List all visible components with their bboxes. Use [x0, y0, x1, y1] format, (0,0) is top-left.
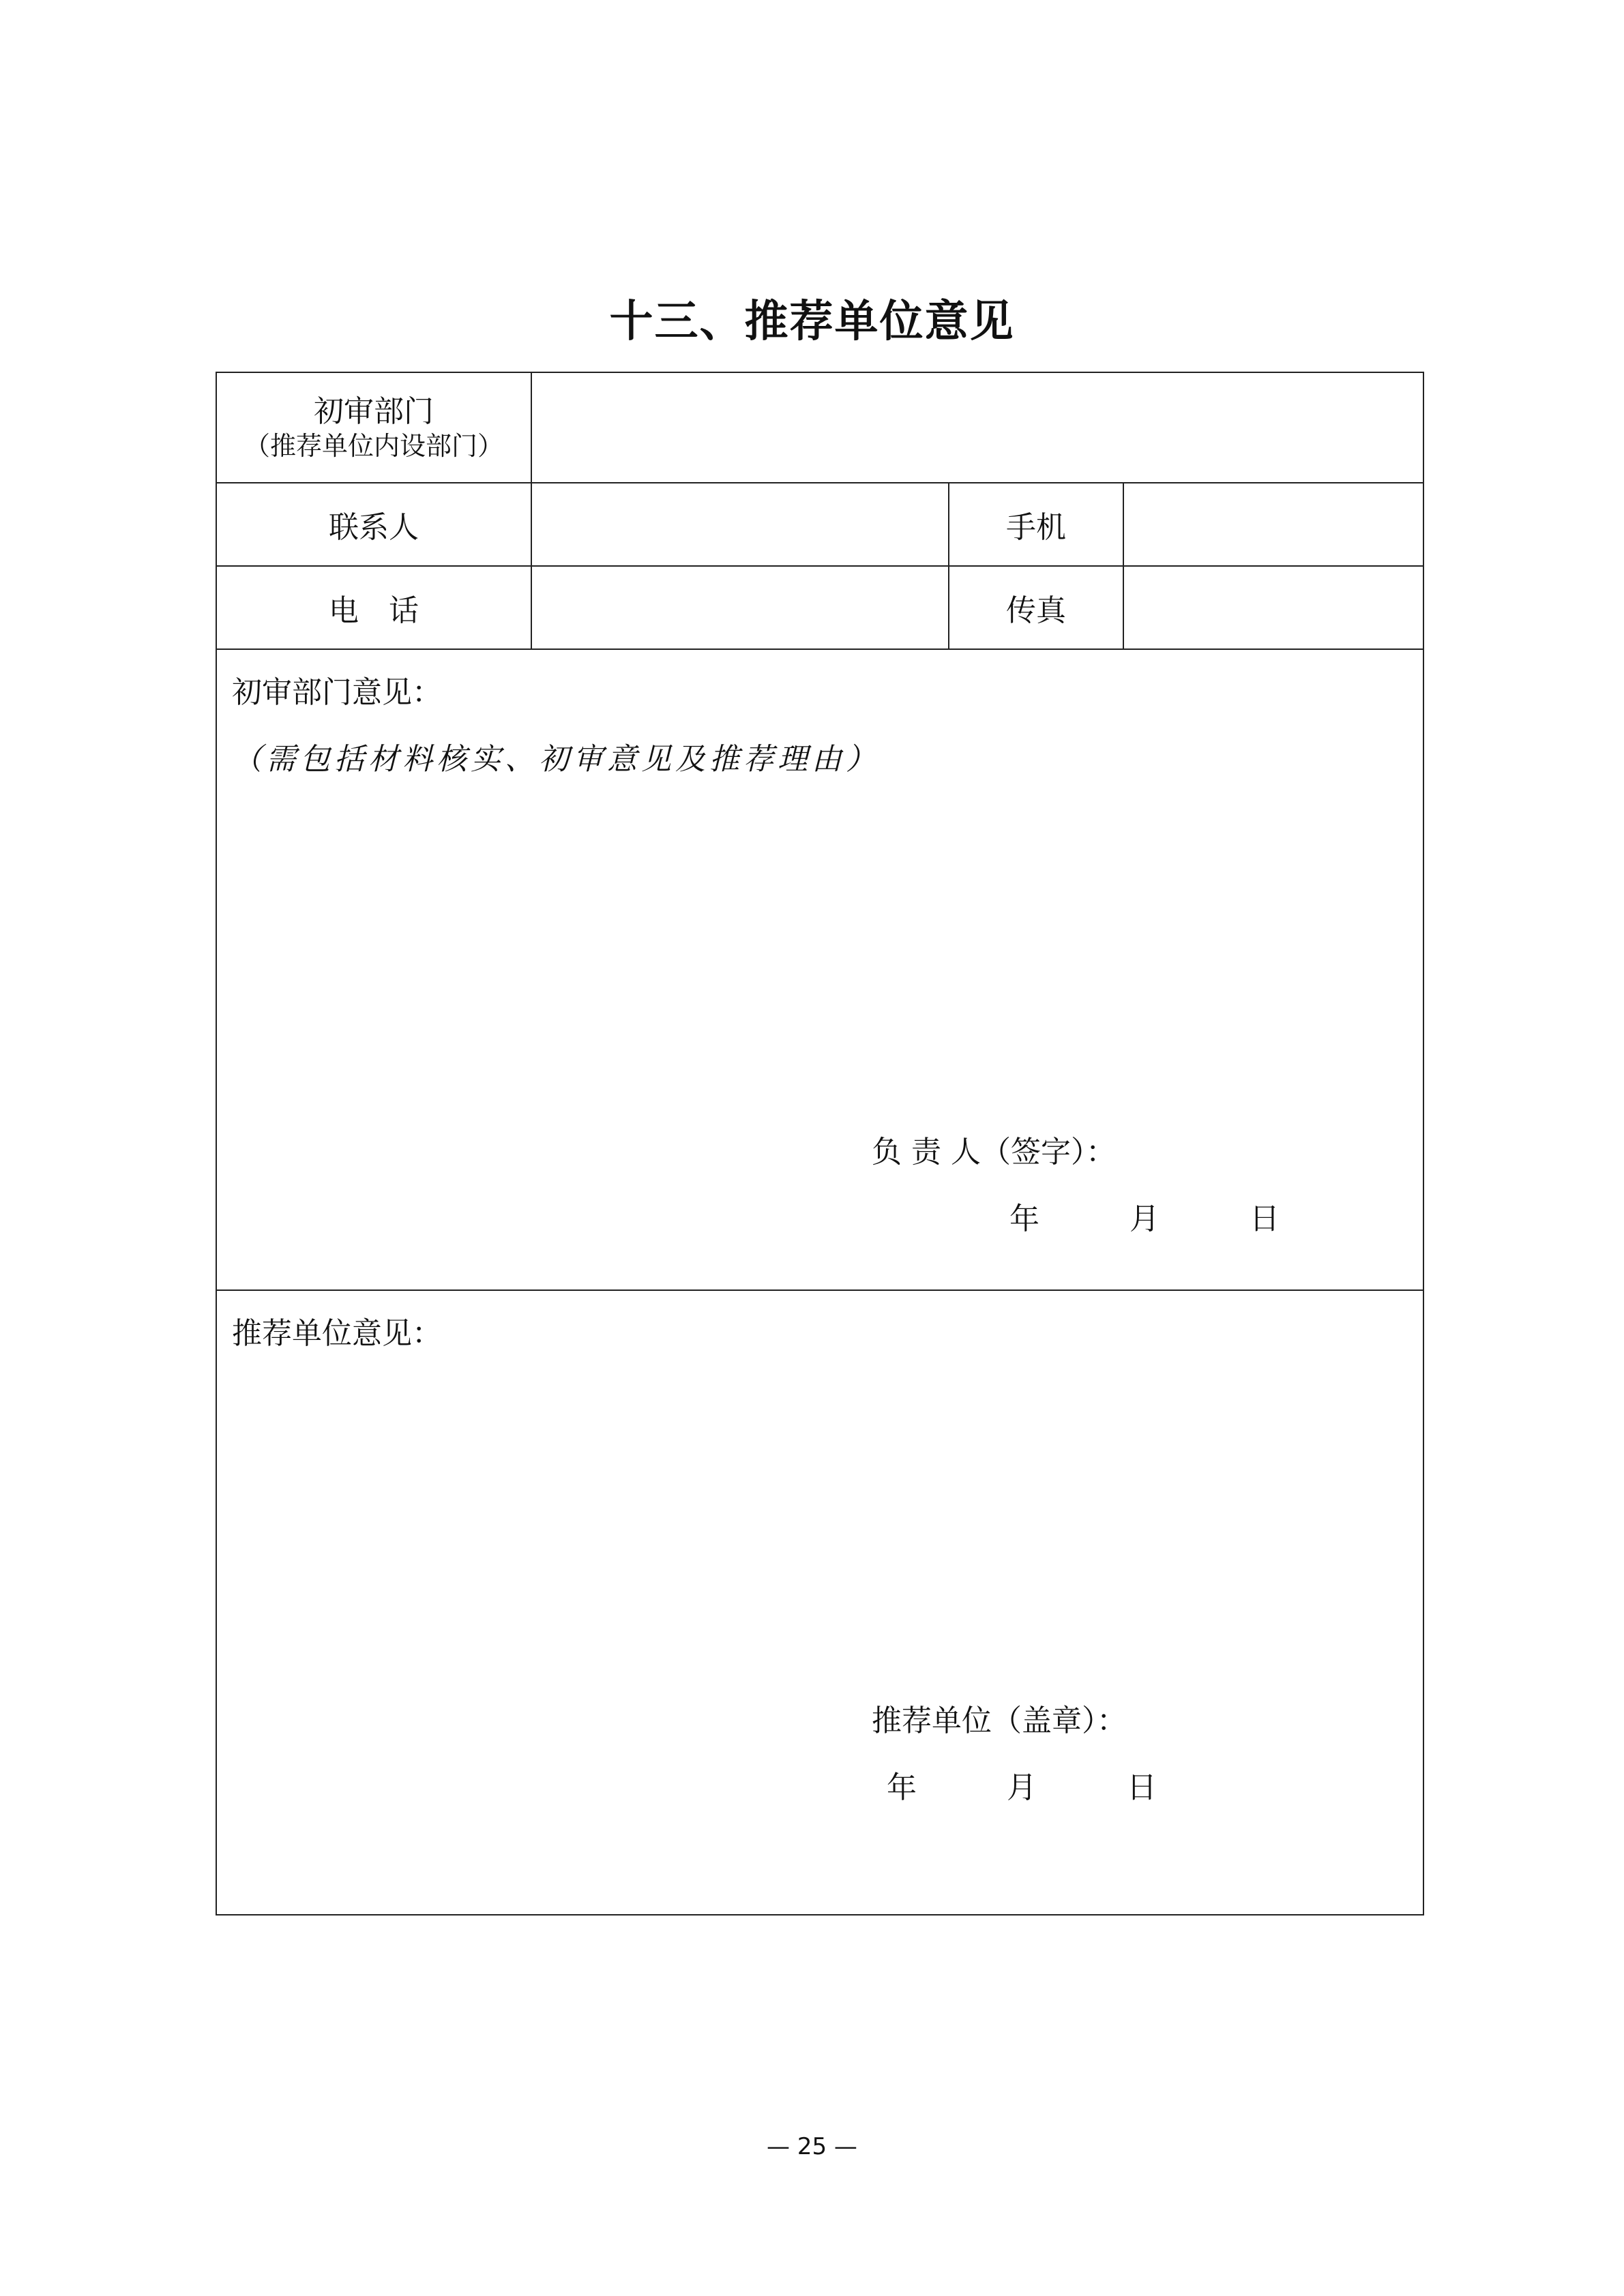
- fax-value-field[interactable]: [1124, 567, 1424, 650]
- dept-label: 初审部门: [314, 393, 434, 429]
- mobile-label-cell: [949, 483, 1124, 567]
- review-opinion-heading: 初审部门意见：: [232, 675, 442, 710]
- dept-value-field[interactable]: [532, 373, 1424, 483]
- recommend-seal-label: 推荐单位（盖章）：: [872, 1703, 1127, 1738]
- dept-sub-label: （推荐单位内设部门）: [243, 430, 503, 461]
- contact-label-cell: [217, 483, 532, 567]
- phone-value-field[interactable]: [532, 567, 949, 650]
- mobile-value-field[interactable]: [1124, 483, 1424, 567]
- page-number: — 25 —: [767, 2133, 857, 2160]
- fax-label-cell: [949, 567, 1124, 650]
- fax-label: 传真: [1006, 593, 1066, 628]
- recommend-opinion-heading: 推荐单位意见：: [232, 1316, 442, 1351]
- review-opinion-hint: （需包括材料核实、初审意见及推荐理由）: [232, 742, 880, 777]
- phone-label-cell: [217, 567, 532, 650]
- review-date-line: 年 月 日: [1009, 1202, 1280, 1236]
- page-title: 十三、推荐单位意见: [609, 297, 1015, 347]
- contact-value-field[interactable]: [532, 483, 949, 567]
- review-signature-label: 负 责 人（签字）：: [872, 1135, 1116, 1169]
- review-opinion-section[interactable]: [217, 650, 1424, 1291]
- dept-label-cell: [217, 373, 532, 483]
- phone-label: 电 话: [329, 593, 419, 628]
- recommend-date-line: 年 月 日: [887, 1770, 1157, 1805]
- recommend-opinion-section[interactable]: [217, 1291, 1424, 1915]
- recommendation-form: [216, 372, 1424, 1915]
- mobile-label: 手机: [1006, 510, 1066, 545]
- contact-label: 联系人: [329, 510, 419, 545]
